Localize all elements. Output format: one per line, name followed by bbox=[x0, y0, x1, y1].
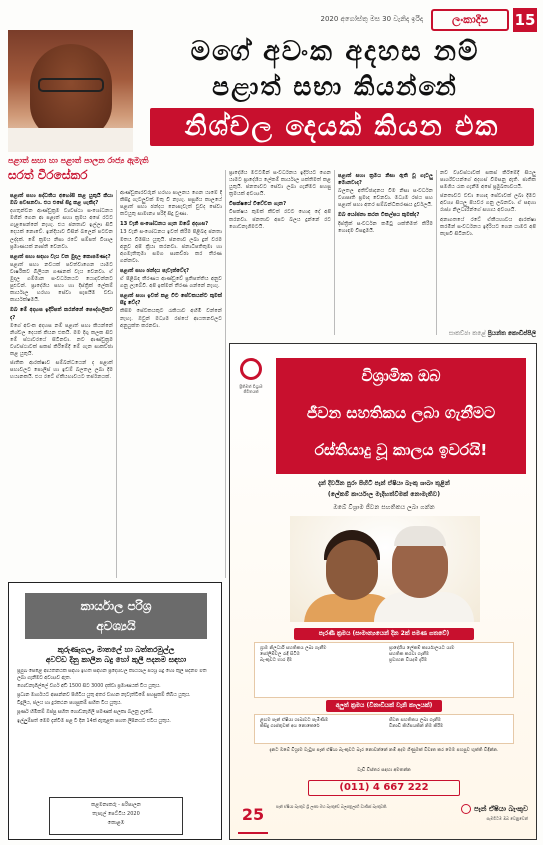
method-item: ප්‍රාදේශීය ලේකම් කාර්යාලයට යාම bbox=[388, 646, 455, 651]
job-ad-paragraph: ඉල්ලුම්පත් මෙම දැන්වීම පළ වී දින 14ක් ඇතුළත පහත ලිපිනයට එවිය යුතුය. bbox=[17, 718, 171, 724]
job-ad-terms: අවට්ඩ දිනු කාලීන බදු හෝ කුලී පදනම සඳහා bbox=[45, 655, 187, 664]
pension-emblem-icon bbox=[240, 358, 262, 380]
bank-tagline: සැමවිටම ඔබ වෙනුවෙන් bbox=[486, 816, 528, 821]
portrait-face bbox=[30, 44, 112, 140]
bank-phone-number: (011) 4 667 222 bbox=[308, 780, 460, 796]
author-label: සාකච්ඡා කළේ bbox=[448, 330, 486, 337]
interview-question: පළාත් සභා ඡන්දය පැවැත්වේද? bbox=[120, 267, 190, 274]
job-ad-paragraph: ප්‍රධාන මාර්ගයට ආසන්නව පිහිටිය යුතු අතර වාහන නැවැත්වීමේ පහසුකම් තිබිය යුතුය. bbox=[17, 692, 191, 698]
author-credit bbox=[440, 330, 536, 338]
article-paragraph: නව ව්‍යවස්ථාවක් සකස් කිරීමේදී සියලු පාර්ශ්වයන්ගේ අදහස් විමසනු ඇති. ජාතික සමගිය රැක ගැනීම අපේ ප්‍රමුඛතාවයයි. bbox=[440, 170, 536, 191]
portrait-photo bbox=[8, 30, 133, 152]
headline-line-1: මගේ අවංක අදහස නම් bbox=[190, 36, 480, 67]
article-paragraph: කිසිම සේවකයකුට රැකියාව අහිමි වන්නේ නැහැ. ඔවුන් මධ්‍යම රජයේ ආයතනවලට අනුයුක්ත කරනවා. bbox=[120, 308, 222, 329]
method-item: කිසිදු ගාස්තුවක් අය නොකෙරේ bbox=[260, 724, 320, 730]
job-advertisement bbox=[8, 582, 222, 840]
bank-ad-line-3: ඔබේ විශ්‍රාම ජීවන සහතිකය ලබා ගන්න bbox=[333, 504, 435, 511]
article-paragraph: ප්‍රාදේශීය මට්ටමින් සංවර්ධනය ඉදිරියට ගෙන යාමට ප්‍රාදේශීය ලේකම් කාර්යාල ශක්තිමත් කළ යුතුයි. ජනතාවට සේවා ලබා ගැනීමට පහසු ක්‍රමයක් අවශ්‍යයි. bbox=[229, 170, 331, 198]
portrait-shirt bbox=[8, 128, 133, 152]
article-column-5 bbox=[440, 170, 536, 335]
article-paragraph: බලතල අතිච්ඡාදනය වීම නිසා සංවර්ධන ව්‍යාපෘති ප්‍රමාද වෙනවා. මධ්‍යම රජය සහ පළාත් සභා අතර සම්බන්ධීකරණය දුර්වලයි. bbox=[338, 188, 433, 209]
man-hair bbox=[394, 526, 446, 546]
column-rule bbox=[334, 170, 335, 335]
headline-line-3: නිශ්චල දෙයක් කියන එක bbox=[150, 108, 534, 146]
old-method-bar: පැරණි ක්‍රමය (සාමාන්‍යයෙන් දින 2ක් පමණ ගතවේ) bbox=[294, 628, 474, 640]
column-rule bbox=[436, 170, 437, 335]
job-ad-paragraph: විදුලිය, ජලය හා දුරකථන පහසුකම් සහිත විය යුතුය. bbox=[17, 701, 122, 707]
retired-couple-photo bbox=[290, 516, 480, 622]
old-method-panel bbox=[254, 642, 514, 698]
job-ad-heading bbox=[25, 593, 207, 639]
bank-ad-line-1: දැන් දිවයින පුරා පිහිටි පෑන් ඒෂියා බැංකු ශාඛා තුළින් bbox=[318, 480, 450, 487]
method-item: පෝලිම්වල රැඳී සිටීම bbox=[260, 652, 300, 658]
byline-role: පළාත් සභා හා පළාත් පාලන රාජ්‍ය ඇමැති bbox=[8, 156, 149, 165]
bank-fine-print: පෑන් ඒෂියා බැංකුව ශ්‍රී ලංකා මහ බැංකුවේ බලපත්‍රලාභී වාණිජ බැංකුවකි. bbox=[276, 804, 388, 809]
article-paragraph: ආණ්ඩුකාරවරුන් හරහා පාලනය ගෙන යාමේ දී කිසිදු ගැටලුවක් මතු වී නැහැ. පසුගිය කාලයේ පළාත් සභා ඡන්දය නොපැවැත් වුවද සේවා කටයුතු සාමාන්‍ය පරිදි සිදු වුණා. bbox=[120, 190, 222, 218]
byline-name: සරත් වීරසේකර bbox=[8, 168, 88, 182]
bank-ad-headline-box bbox=[276, 358, 526, 474]
newspaper-logo: ලංකාදීප bbox=[431, 9, 509, 31]
article-column-2 bbox=[120, 190, 222, 580]
bank-ad-contact-note: වැඩි විස්තර සඳහා අමතන්න bbox=[357, 768, 411, 773]
new-method-bar: අලුත් ක්‍රමය (විනාඩියක් වැනි කාලයක්) bbox=[326, 700, 442, 712]
method-row bbox=[260, 724, 508, 730]
column-rule bbox=[116, 190, 117, 578]
bank-ad-line-2: (ලේකම් කාර්යාල මැදිහත්වීමක් නොමැතිව) bbox=[327, 491, 441, 498]
article-paragraph: විපක්ෂය කුමක් කීවත් රටට හොඳ දේ අපි කරනවා. ජනතාව අපට බලය දුන්නේ රට ගොඩනැගීමටයි. bbox=[229, 209, 331, 230]
method-item: බැංකුවට භාර දීම bbox=[260, 658, 293, 664]
page-number: 15 bbox=[513, 8, 537, 32]
job-ad-heading-line-2: අවශ්‍යයි bbox=[96, 619, 136, 633]
author-name: ප්‍රියන්ත කොඩිප්පිලි bbox=[487, 330, 536, 337]
job-ad-heading-line-1: කාර්යාල පරිශ්‍ර bbox=[80, 599, 152, 613]
article-paragraph: ඒ පිළිබඳ තීරණය ආණ්ඩුවේ ප්‍රතිපත්තිය අනුව ගනු ලැබේවි. අපි ඉක්මන් තීරණ ගන්නේ නැහැ. bbox=[120, 276, 222, 290]
article-paragraph: දහතුන්වන ආණ්ඩුක්‍රම ව්‍යවස්ථා සංශෝධනය මගින් ගෙන ආ පළාත් සභා ක්‍රමය අපේ රටට ගැළපෙන්නේ නැහැ. එය ජනතාව ඉල්ලා සිටි දෙයක් නොවේ. ඉන්දියාව විසින් බලෙන් පටවන ලද්දක්. මේ ක්‍රමය නිසා රටේ සම්පත් විශාල ප්‍රමාණයක් නාස්ති වෙනවා. bbox=[10, 208, 113, 250]
interview-question: විපක්ෂයේ විවේචන ගැන? bbox=[229, 201, 287, 208]
method-item: ප්‍රවාහන වියදම් දැරීම bbox=[388, 658, 428, 664]
job-ad-paragraph: පූර්ණ හිමිකම් ඔප්පු සහිත ගොඩනැගිලි පමණක් සලකා බලනු ලැබේ. bbox=[17, 709, 154, 715]
method-item: සහතික කරවා ගැනීම bbox=[388, 652, 430, 658]
bank-brand bbox=[418, 804, 528, 821]
job-ad-paragraph: ප්‍රමුඛ පෙළේ ආයතනයක් සඳහා ඉහත සඳහන් ප්‍රදේශවල කාර්යාල පරිශ්‍ර බදු හෝ කුලී පදනම මත ලබා ගැනීමට අවශ්‍යව ඇත. bbox=[17, 669, 207, 681]
bank-ad-headline-1: විශ්‍රාමික ඔබ bbox=[361, 367, 441, 385]
bank-ad-headline-2: ජීවන සහතිකය ලබා ගැනීමට bbox=[306, 404, 496, 422]
article-paragraph: 13 වැනි සංශෝධනය ඉවත් කිරීම පිළිබඳ ජනතා මතය විමසිය යුතුයි. ජනතාව ලබා දුන් වරම අනුව අපි ක්‍රියා කරනවා. ජනාධිපතිතුමා හා අගමැතිතුමා සමග සාකච්ඡා කර තීරණ ගන්නවා. bbox=[120, 229, 222, 264]
job-ad-address bbox=[49, 797, 183, 835]
article-paragraph: මගේ අවංක අදහස නම් පළාත් සභා කියන්නේ නිශ්චල දෙයක් කියන එකයි. මම දිගු කලක සිට මේ ස්ථාවරයේ සිටිනවා. නව ආණ්ඩුක්‍රම ව්‍යවස්ථාවක් සකස් කිරීමේදී මේ ගැන සාකච්ඡා කළ යුතුයි. bbox=[10, 322, 113, 357]
article-paragraph: ජාතික ආරක්ෂාව සම්බන්ධයෙන් ද පළාත් සභාවලට පොලිස් හා ඉඩම් බලතල ලබා දීම භයානකයි. එය රටේ ඒකීයභාවයට තර්ජනයක්. bbox=[10, 360, 113, 381]
article-paragraph: පළාත් සභා නවයක් පවත්වාගෙන යාමට වාර්ෂිකව බිලියන ගණනක් වැය වෙනවා. ඒ මුදල ගම්මාන සංවර්ධනයට යොදවන්නට පුළුවන්. ප්‍රාදේශීය සභා හා දිස්ත්‍රික් ලේකම් කාර්යාල හරහා සේවා සැපයීම වඩා කාර්යක්ෂමයි. bbox=[10, 261, 113, 304]
article-column-4 bbox=[338, 170, 433, 335]
job-ad-address-line-3: කොළඹ bbox=[107, 820, 125, 826]
anniversary-logo: 25 bbox=[238, 802, 268, 834]
byline bbox=[8, 156, 218, 186]
column-rule bbox=[225, 170, 226, 578]
bank-ad-paragraph: දැනට ඔබේ විශ්‍රාම වැටුප පෑන් ඒෂියා බැංකුවට බැර නොවන්නේ නම් අදම ගිණුමක් විවෘත කර මෙම පහසුව භුක්ති විඳින්න. bbox=[269, 748, 499, 753]
job-ad-address-line-2: තැපැල් පෙට්ටිය 2020 bbox=[92, 811, 140, 817]
interview-question: පළාත් සභා ක්‍රමය නිසා ඇති වූ ගැටලු මොනවාද? bbox=[338, 173, 433, 187]
bank-name: පෑන් ඒෂියා බැංකුව bbox=[474, 805, 528, 813]
pension-emblem-text: ප්‍රීතිමත් විශ්‍රාම ජීවිතයක් bbox=[239, 384, 263, 394]
article-column-3 bbox=[229, 170, 331, 335]
interview-question: පළාත් සභා ඉවත් කළ විට සේවකයන්ට කුමක් සිදු වේද? bbox=[120, 293, 222, 307]
headline-line-2: පළාත් සභා කියන්නේ bbox=[212, 72, 458, 101]
bank-advertisement bbox=[229, 343, 537, 840]
method-item: ග්‍රාම නිලධාරී සහතිකය ලබා ගැනීම bbox=[260, 646, 327, 651]
bank-ad-headline-3: රස්තියාදු වූ කාලය ඉවරයි! bbox=[314, 441, 488, 459]
article-column-1 bbox=[10, 190, 113, 580]
article-paragraph: දිස්ත්‍රික් සංවර්ධන කමිටු ශක්තිමත් කිරීම හොඳම විසඳුමයි. bbox=[338, 220, 433, 234]
new-method-panel bbox=[254, 714, 514, 744]
interview-question: ඔබ යෝජනා කරන විකල්පය කුමක්ද? bbox=[338, 212, 420, 219]
job-ad-body bbox=[17, 669, 215, 794]
woman-face bbox=[326, 540, 378, 600]
job-ad-subheading bbox=[17, 645, 215, 665]
job-ad-paragraph: ගොඩනැගිල්ලේ වර්ග අඩි 1500 සිට 3000 දක්වා ප්‍රමාණයක් විය යුතුය. bbox=[17, 684, 161, 690]
masthead bbox=[0, 6, 543, 32]
method-item: විනාඩි කිහිපයකින් නිම කිරීම bbox=[388, 724, 444, 730]
interview-question: ඔබ මේ අදහස ඉදිරිපත් කරන්නේ පෞද්ගලිකව ද? bbox=[10, 307, 113, 321]
interview-question: 13 වැනි සංශෝධනය ගැන ඔබේ අදහස? bbox=[120, 221, 209, 228]
portrait-glasses bbox=[38, 78, 104, 92]
issue-date: 2020 අගෝස්තු මස 30 වැනිදා ඉරිදා bbox=[320, 15, 423, 23]
method-item: ළඟම පෑන් ඒෂියා ශාඛාවට පැමිණීම bbox=[260, 718, 329, 723]
job-ad-address-line-1: කළමනාකරු - පරිපාලන bbox=[91, 802, 141, 808]
article-paragraph: ජනතාවට වඩා හොඳ සේවාවක් ලබා දීමට අවශ්‍ය සියලු පියවර ගනු ලබනවා. ඒ සඳහා රාජ්‍ය නිලධාරීන්ගේ සහාය අවශ්‍යයි. bbox=[440, 193, 536, 214]
method-row bbox=[260, 658, 508, 664]
interview-question: පළාත් සභා පද්ධතිය අහෝසි කළ යුතුයි කියා ඔබ පවසනවා. එය එසේ සිදු කළ හැකිද? bbox=[10, 193, 113, 207]
job-ad-locations: කුරුණෑගල, මාතලේ හා බත්තරමුල්ල bbox=[57, 645, 175, 654]
bank-logo-icon bbox=[461, 804, 471, 814]
interview-question: පළාත් සභා සඳහා වැය වන මුදල කොපමණද? bbox=[10, 253, 111, 260]
method-item: ජීවන සහතිකය ලබා ගැනීම bbox=[388, 718, 442, 723]
article-paragraph: අනාගතයේ රටේ ඒකීයභාවය ආරක්ෂා කරමින් සංවර්ධනය ඉදිරියට ගෙන යාමට අපි කැපවී සිටිනවා. bbox=[440, 216, 536, 237]
